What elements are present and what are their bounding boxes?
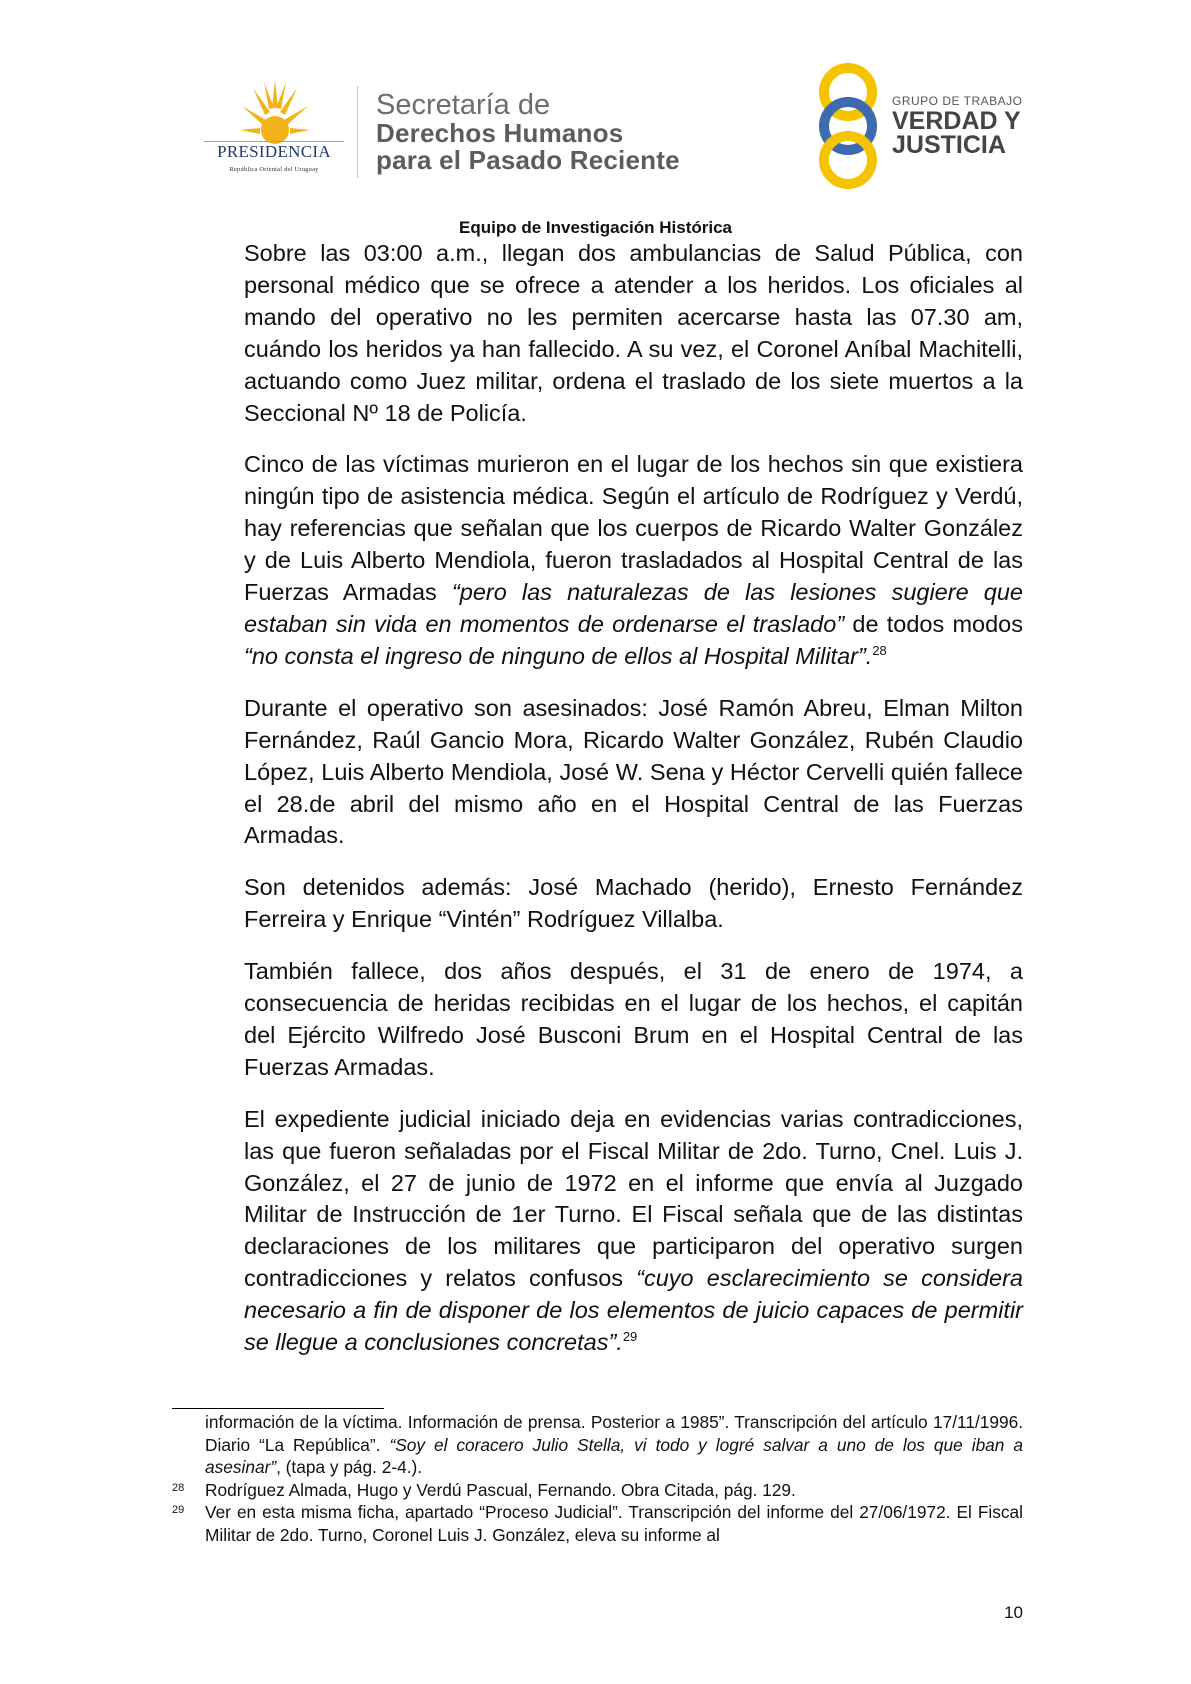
footnotes — [172, 1411, 1023, 1546]
footnote-cont-text-c: , (tapa y pág. 2-4.). — [276, 1457, 423, 1477]
paragraph-5: También fallece, dos años después, el 31 de enero de 1974, a consecuencia de heridas recibidas en el lugar de los hechos, el capitán del Ejército Wilfredo José Busconi Brum en el Hospital Central de las Fuerzas Armadas. — [244, 958, 1023, 1080]
linked-rings-icon — [812, 62, 892, 190]
footnote-29-text: Ver en esta misma ficha, apartado “Proceso Judicial”. Transcripción del informe del 27/06/1972. El Fiscal Militar de 2do. Turno, Coronel Luis J. González, eleva su informe al — [205, 1502, 1023, 1545]
grupo-line-1: GRUPO DE TRABAJO — [892, 94, 1023, 108]
presidencia-logo — [196, 78, 352, 178]
paragraph-2-quote-1: “pero las naturalezas de las lesiones sugiere que estaban sin vida en momentos de ordenarse el traslado” — [244, 579, 1024, 637]
paragraph-2-text-c: de todos modos — [844, 610, 1023, 637]
paragraph-2-text-a: Cinco de las víctimas murieron en el lugar de los hechos sin que existiera ningún tipo de asistencia médica. Según el artículo de Rodríguez y Verdú, hay referencias que señalan que los cuerpos de Ricardo Walter González y de Luis Alberto Mendiola, fueron trasladados al Hospital Central de las Fuerzas Armadas — [244, 451, 1023, 606]
team-heading: Equipo de Investigación Histórica — [459, 218, 732, 237]
footnote-28-text: Rodríguez Almada, Hugo y Verdú Pascual, Fernando. Obra Citada, pág. 129. — [205, 1479, 796, 1500]
presidencia-subtitle: República Oriental del Uruguay — [229, 166, 319, 173]
presidencia-title: PRESIDENCIA — [217, 142, 331, 161]
paragraph-6-text-a: El expediente judicial iniciado deja en evidencias varias contradicciones, las que fueron señaladas por el Fiscal Militar de 2do. Turno, Cnel. Luis J. González, el 27 de junio de 1972 en el informe que envía al Juzgado Militar de Instrucción de 1er Turno. El Fiscal señala que de las distintas declaraciones de los militares que participaron del operativo surgen contradicciones y relatos confusos — [244, 1105, 1023, 1292]
paragraph-3: Durante el operativo son asesinados: José Ramón Abreu, Elman Milton Fernández, Raúl Gancio Mora, Ricardo Walter González, Rubén Claudio López, Luis Alberto Mendiola, José W. Sena y Héctor Cervelli quién fallece el 28.de abril del mismo año en el Hospital Central de las Fuerzas Armadas. — [244, 694, 1023, 849]
paragraph-1: Sobre las 03:00 a.m., llegan dos ambulancias de Salud Pública, con personal médico que se ofrece a atender a los heridos. Los oficiales al mando del operativo no les permiten acercarse hasta las 07.30 am, cuándo los heridos ya han fallecido. A su vez, el Coronel Aníbal Machitelli, actuando como Juez militar, ordena el traslado de los siete muertos a la Seccional Nº 18 de Policía. — [244, 240, 1023, 426]
footnote-28-number: 28 — [172, 1481, 185, 1494]
paragraph-2 — [244, 449, 1023, 672]
body-text — [244, 238, 1023, 1359]
sun-icon — [240, 78, 310, 148]
secretaria-line-2: Derechos Humanos — [376, 118, 624, 148]
paragraph-6 — [244, 1104, 1023, 1359]
page-number: 10 — [1004, 1603, 1023, 1622]
header-divider — [357, 86, 358, 178]
paragraph-4: Son detenidos además: José Machado (herido), Ernesto Fernández Ferreira y Enrique “Vintén” Rodríguez Villalba. — [244, 874, 1023, 933]
footnote-29-number: 29 — [172, 1504, 185, 1516]
footnote-continuation — [172, 1411, 1023, 1479]
secretaria-line-3: para el Pasado Reciente — [376, 145, 680, 175]
document-header — [0, 0, 1191, 200]
secretaria-line-1: Secretaría de — [376, 89, 551, 121]
grupo-line-3: JUSTICIA — [892, 131, 1006, 159]
footnote-29 — [172, 1501, 1023, 1546]
grupo-line-2: VERDAD Y — [892, 107, 1021, 135]
footnote-ref-29[interactable]: 29 — [622, 1329, 638, 1345]
secretaria-logo — [376, 90, 680, 174]
footnote-cont-quote: “Soy el coracero Julio Stella, vi todo y logré salvar a uno de los que iban a asesinar” — [205, 1434, 1023, 1477]
footnote-cont-text-a: información de la víctima. Información de prensa. Posterior a 1985”. Transcripción del artículo 17/11/1996. Diario “La República”. — [205, 1412, 1023, 1455]
paragraph-6-quote: “cuyo esclarecimiento se considera necesario a fin de disponer de los elementos de juicio capaces de permitir se llegue a conclusiones concretas”. — [244, 1265, 1023, 1356]
footnote-ref-28[interactable]: 28 — [872, 643, 887, 659]
footnote-separator — [172, 1408, 384, 1409]
paragraph-2-quote-2: “no consta el ingreso de ninguno de ellos al Hospital Militar”. — [244, 642, 873, 669]
verdad-justicia-logo — [812, 62, 1042, 190]
footnote-28 — [172, 1479, 1023, 1502]
